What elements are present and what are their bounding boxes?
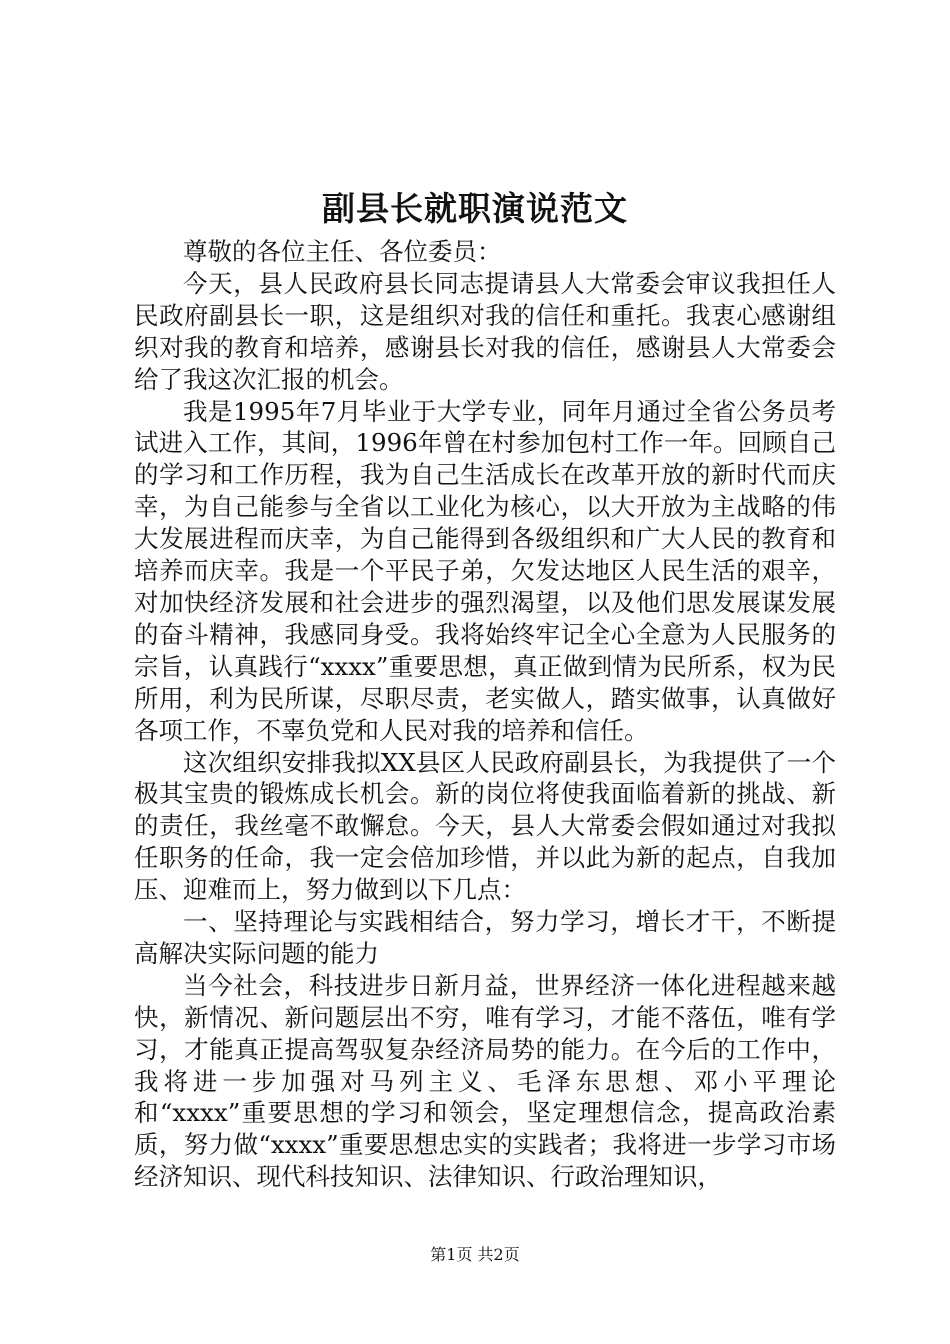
paragraph: 尊敬的各位主任、各位委员： [183, 237, 502, 266]
paragraph: 今天，县人民政府县长同志提请县人大常委会审议我担任人民政府副县长一职，这是组织对我的信任和重托。我衷心感谢组织对我的教育和培养，感谢县长对我的信任，感谢县人大常委会给了我这次汇报的机会。 [134, 268, 836, 394]
paragraph: 当今社会，科技进步日新月益，世界经济一体化进程越来越快，新情况、新问题层出不穷，唯有学习，才能不落伍，唯有学习，才能真正提高驾驭复杂经济局势的能力。在今后的工作中，我将进一步加强对马列主义、毛泽东思想、邓小平理论和“xxxx”重要思想的学习和领会，坚定理想信念，提高政治素质，努力做“xxxx”重要思想忠实的实践者；我将进一步学习市场经济知识、现代科技知识、法律知识、行政治理知识， [134, 970, 836, 1192]
paragraph: 这次组织安排我拟XX县区人民政府副县长，为我提供了一个极其宝贵的锻炼成长机会。新的岗位将使我面临着新的挑战、新的责任，我丝毫不敢懈怠。今天，县人大常委会假如通过对我拟任职务的任命，我一定会倍加珍惜，并以此为新的起点，自我加压、迎难而上，努力做到以下几点： [134, 747, 836, 905]
document-title: 副县长就职演说范文 [322, 189, 628, 228]
page-footer: 第1页 共2页 [430, 1245, 520, 1264]
paragraph: 一、坚持理论与实践相结合，努力学习，增长才干，不断提高解决实际问题的能力 [134, 907, 836, 968]
paragraph: 我是1995年7月毕业于大学专业，同年月通过全省公务员考试进入工作，其间，1996年曾在村参加包村工作一年。回顾自己的学习和工作历程，我为自己生活成长在改革开放的新时代而庆幸，为自己能参与全省以工业化为核心，以大开放为主战略的伟大发展进程而庆幸，为自己能得到各级组织和广大人民的教育和培养而庆幸。我是一个平民子弟，欠发达地区人民生活的艰辛，对加快经济发展和社会进步的强烈渴望，以及他们思发展谋发展的奋斗精神，我感同身受。我将始终牢记全心全意为人民服务的宗旨，认真践行“xxxx”重要思想，真正做到情为民所系，权为民所用，利为民所谋，尽职尽责，老实做人，踏实做事，认真做好各项工作，不辜负党和人民对我的培养和信任。 [134, 396, 836, 745]
document-body [134, 236, 836, 1193]
